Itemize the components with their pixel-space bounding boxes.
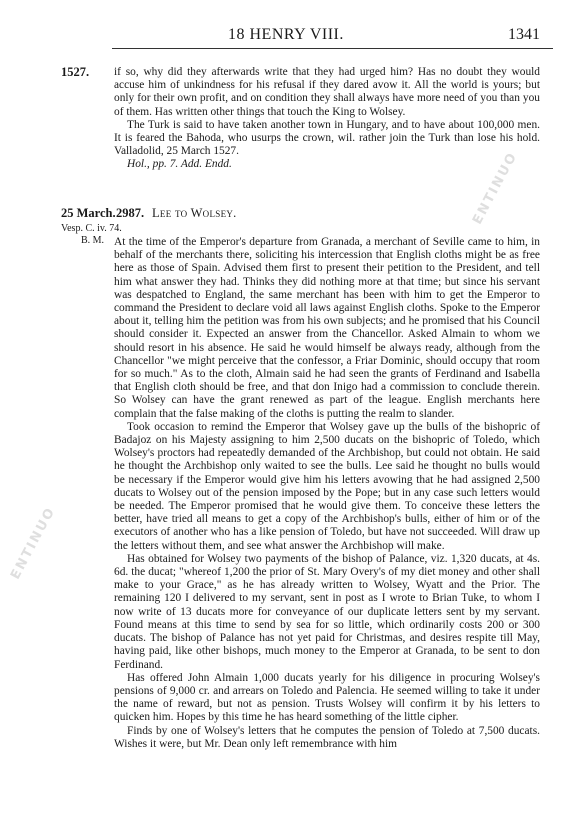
entry-paragraph: Has obtained for Wolsey two payments of the bishop of Palance, viz. 1,320 ducats, at 4s. 6d. the ducat; "whereof 1,200 the prior of St. Mary Overy's of my diet money and other shall make to your Grace," as he has already written to Wolsey, Wyatt and the Prior. The remaining 120 I delivered to my servant, sent in post as I wrote to Brian Tuke, to whom I now write of 13 ducats more for conveyance of our duplicate letters sent by my servant. Found means at this time to send by sea for so little, which ordinarily costs 200 or 300 ducats. The bishop of Palance has not yet paid for Christmas, and desires respite till May, having paid, like other bishops, much money to the Emperor at Granada, to be sent to don Ferdinand. [114, 552, 540, 671]
entry-title: Lee to Wolsey. [152, 206, 237, 220]
previous-entry-paragraph: if so, why did they afterwards write that they had urged him? Has no doubt they would accuse him of unkindness for his refusal if they dared avow it. All the world is yours; but only for their own profit, and on condition they shall always have more need of you than you of them. Has written other things that touch the King to Wolsey. [114, 66, 540, 118]
margin-year: 1527. [61, 65, 90, 79]
entry-paragraph: Took occasion to remind the Emperor that Wolsey gave up the bulls of the bishopric of Badajoz on his Majesty assigning to him 2,500 ducats on the bishopric of Toledo, which Wolsey's proctors had repeatedly demanded of the Archbishop, but could not obtain. He said he thought the Archbishop only waited to see the bulls. Lee said he thought no bulls would be necessary if the Emperor would give him his letters avowing that he had assigned 2,500 ducats to Wolsey out of the pension imposed by the Pope; but in any case such letters would be needed. The Emperor promised that he would give them. To conceive these letters the better, have tried all means to get a copy of the Archbishop's bulls, either of him or of the executors of another who has a like pension of Toledo, but have not succeeded. Will draw up the letters without them, and see what answer the Archbishop will make. [114, 420, 540, 552]
running-header [0, 26, 567, 48]
entry-date: 25 March. [61, 206, 116, 220]
header-rule [112, 48, 553, 49]
watermark-left: ENTINUO [8, 504, 59, 583]
page-number: 1341 [508, 26, 540, 43]
entry-paragraph: Has offered John Almain 1,000 ducats yearly for his diligence in procuring Wolsey's pensions of 9,000 cr. and arrears on Toledo and Palencia. He seemed willing to take it under the name of reward, but not as pension. Trusts Wolsey will confirm it by his letters to quicken him. Hopes by this time he has heard something of the little cipher. [114, 671, 540, 724]
previous-entry-text [114, 66, 540, 172]
entry-body [114, 222, 540, 751]
source-repository: B. M. [81, 235, 105, 246]
endorsement-note: Hol., pp. 7. Add. Endd. [127, 158, 232, 171]
running-title: 18 HENRY VIII. [228, 26, 344, 43]
entry-paragraph: Finds by one of Wolsey's letters that he computes the pension of Toledo at 7,500 ducats. Wishes it were, but Mr. Dean only left remembrance with him [114, 724, 540, 750]
entry-heading [61, 206, 541, 220]
watermark-right: ENTINUO [470, 149, 521, 228]
previous-entry-paragraph: The Turk is said to have taken another town in Hungary, and to have about 100,000 men. It is feared the Bahoda, who usurps the crown, wil. rather join the Turk than lose his hold. Valladolid, 25 March 1527. [114, 118, 540, 158]
entry-paragraph: At the time of the Emperor's departure from Granada, a merchant of Seville came to him, in behalf of the merchants there, soliciting his intercession that English cloths might be as free here as those of Spain. Advised them first to present their petition to the President, and tell him what answer they had. Thinks they did nothing more at that time; but since his servant was despatched to England, the same merchant has been with him to get the Emperor to command the President to declare void all laws against English cloths. Spoke to the Emperor about it, telling him the petition was from his own subjects; and he promised that his Council should consider it. Expected an answer from the Chancellor. Asked Almain to whom we should resort in his absence. He said he would himself be always ready, although from the Chancellor "we might perceive that the confessor, a Friar Dominic, should occupy that room for so much." As to the cloth, Almain said he had seen the grants of Ferdinand and Isabella that English cloth should be free, and that don Inigo had a commission to conclude therein. So Wolsey can have the grant renewed as part of the league. English merchants here complain that the false making of the cloths is putting the realm to slander. [114, 236, 540, 420]
entry-number: 2987. [116, 206, 145, 220]
source-reference: Vesp. C. iv. 74. [61, 223, 122, 234]
